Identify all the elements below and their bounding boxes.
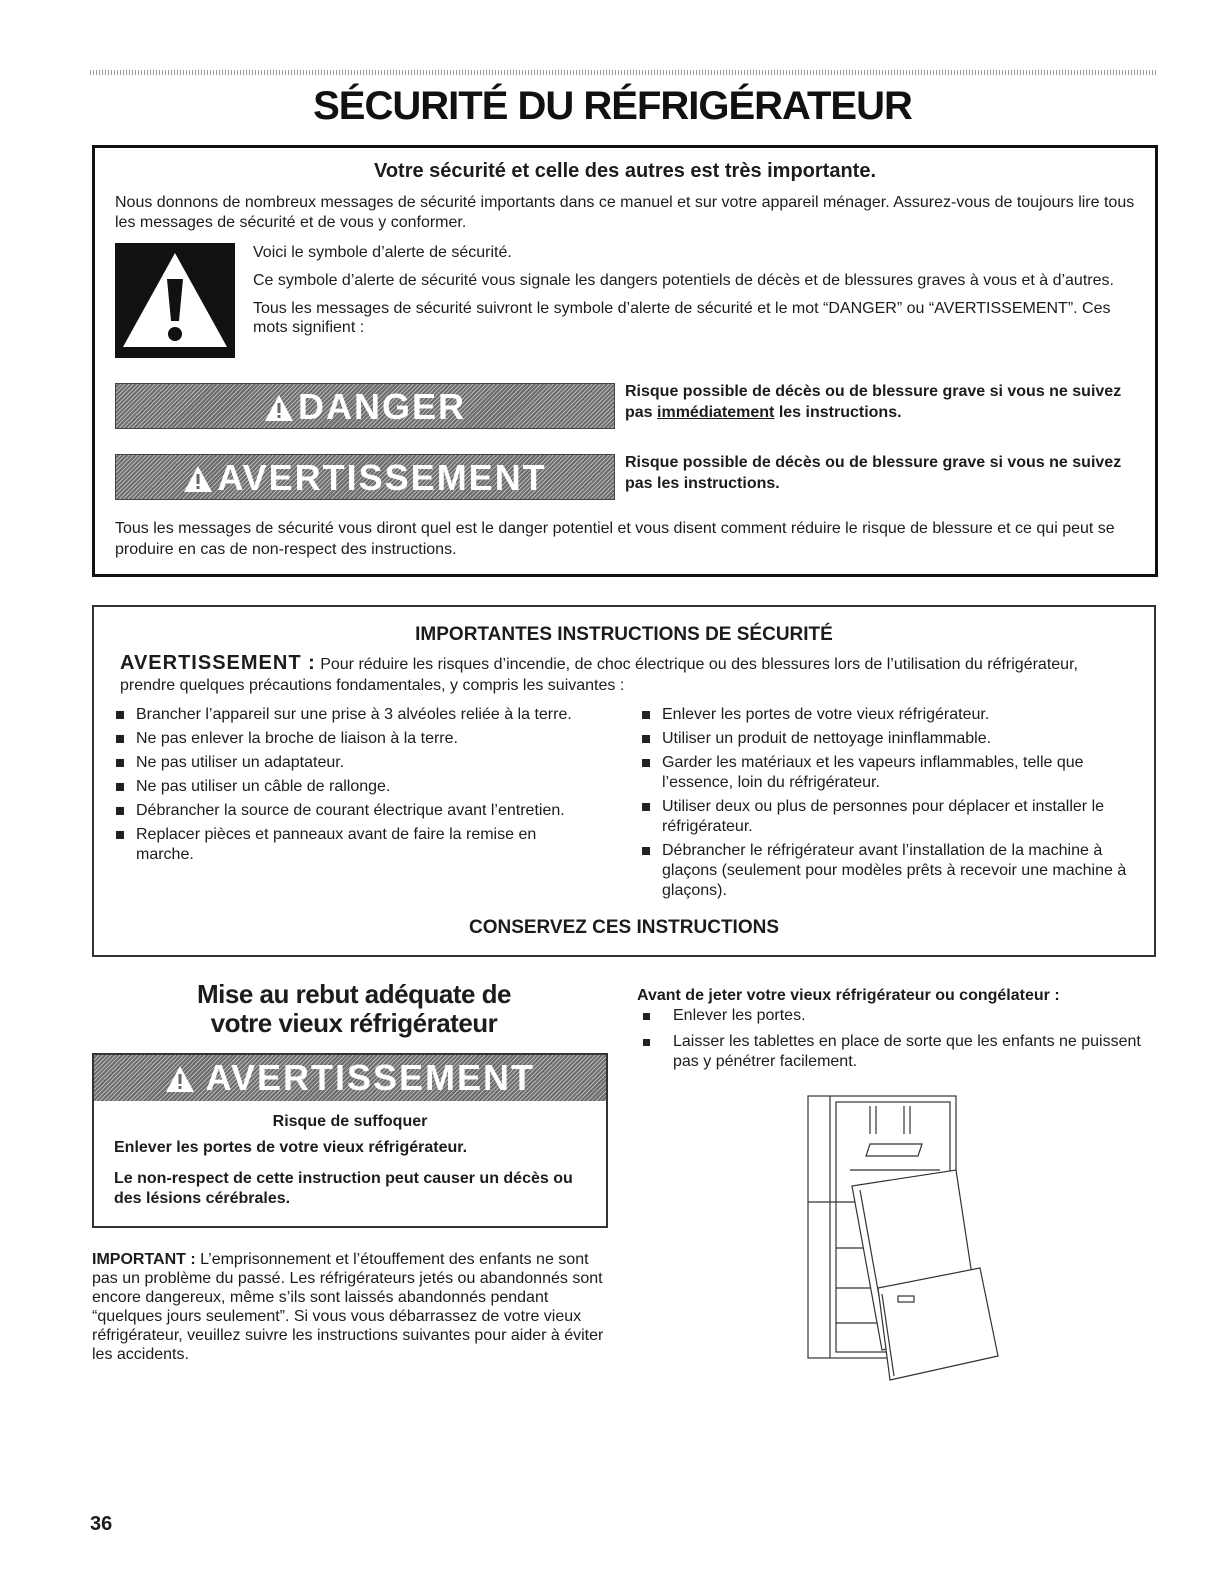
square-bullet-icon [116, 711, 124, 719]
danger-signal-word [115, 383, 615, 429]
danger-desc-end: les instructions. [774, 404, 902, 421]
square-bullet-icon [643, 1039, 650, 1046]
risk-heading: Risque de suffoquer [272, 1113, 428, 1130]
warning-triangle-icon [165, 1057, 206, 1098]
warning-signal-word [94, 1055, 606, 1101]
list-item: Utiliser un produit de nettoyage ininflammable. [642, 729, 1142, 749]
list-item: Replacer pièces et panneaux avant de faire la remise en marche. [116, 825, 586, 865]
warning-consequence: Le non-respect de cette instruction peut causer un décès ou des lésions cérébrales. [114, 1170, 573, 1207]
page-number: 36 [90, 1513, 113, 1535]
warning-label: AVERTISSEMENT [217, 457, 547, 498]
warning-triangle-icon [183, 455, 213, 501]
warning-description: Risque possible de décès ou de blessure grave si vous ne suivez pas les instructions. [625, 454, 1122, 492]
square-bullet-icon [116, 759, 124, 767]
danger-description [625, 381, 1145, 423]
symbol-line-1: Voici le symbole d’alerte de sécurité. [253, 244, 512, 261]
warning-instruction: Enlever les portes de votre vieux réfrigérateur. [114, 1139, 468, 1156]
disposal-title-line-2: votre vieux réfrigérateur [210, 1008, 498, 1038]
square-bullet-icon [116, 735, 124, 743]
safety-message-box [92, 145, 1158, 577]
instructions-left-list [116, 705, 586, 869]
square-bullet-icon [116, 783, 124, 791]
symbol-explanation [253, 243, 1133, 346]
warning-text: Pour réduire les risques d’incendie, de choc électrique ou des blessures lors de l’utilisation du réfrigérateur, prendre quelques précautions fondamentales, y compris les suivantes : [120, 656, 1078, 694]
suffocation-warning-box [92, 1053, 608, 1228]
list-item: Ne pas utiliser un adaptateur. [116, 753, 586, 773]
square-bullet-icon [642, 803, 650, 811]
warning-triangle-icon [264, 384, 294, 430]
before-disposal-list [643, 1006, 1148, 1078]
square-bullet-icon [643, 1013, 650, 1020]
page-title: SÉCURITÉ DU RÉFRIGÉRATEUR [313, 84, 912, 128]
list-item: Brancher l’appareil sur une prise à 3 alvéoles reliée à la terre. [116, 705, 586, 725]
list-item: Utiliser deux ou plus de personnes pour déplacer et installer le réfrigérateur. [642, 797, 1142, 837]
important-instructions-box [92, 605, 1156, 957]
list-item: Enlever les portes. [643, 1006, 1148, 1026]
safety-outro: Tous les messages de sécurité vous diront quel est le danger potentiel et vous disent comment réduire le risque de blessure et ce qui peut se produire en cas de non-respect des instructions. [115, 520, 1115, 558]
symbol-line-2: Ce symbole d’alerte de sécurité vous signale les dangers potentiels de décès et de blessures graves à vous et à d’autres. [253, 272, 1114, 289]
list-item: Débrancher le réfrigérateur avant l’installation de la machine à glaçons (seulement pour modèles prêts à recevoir une machine à glaçons). [642, 841, 1142, 901]
danger-desc-start: Risque possible de décès ou de blessure grave si vous ne suivez pas [625, 383, 1122, 421]
warning-word: AVERTISSEMENT : [120, 652, 316, 674]
square-bullet-icon [642, 759, 650, 767]
square-bullet-icon [116, 831, 124, 839]
disposal-title [100, 980, 608, 1038]
square-bullet-icon [642, 711, 650, 719]
symbol-line-3: Tous les messages de sécurité suivront le symbole d’alerte de sécurité et le mot “DANGER” ou “AVERTISSEMENT”. Ces mots signifient : [253, 300, 1111, 336]
warning-triangle-icon [115, 243, 235, 358]
instructions-title: IMPORTANTES INSTRUCTIONS DE SÉCURITÉ [415, 624, 833, 645]
square-bullet-icon [116, 807, 124, 815]
danger-desc-emphasis: immédiatement [657, 404, 775, 421]
important-paragraph [92, 1250, 608, 1364]
list-item: Débrancher la source de courant électrique avant l’entretien. [116, 801, 586, 821]
list-item: Laisser les tablettes en place de sorte que les enfants ne puissent pas y pénétrer facilement. [643, 1032, 1148, 1072]
safety-intro: Nous donnons de nombreux messages de sécurité importants dans ce manuel et sur votre appareil ménager. Assurez-vous de toujours lire tous les messages de sécurité et de vous y conformer. [115, 194, 1135, 231]
disposal-title-line-1: Mise au rebut adéquate de [196, 979, 512, 1009]
list-item: Enlever les portes de votre vieux réfrigérateur. [642, 705, 1142, 725]
square-bullet-icon [642, 847, 650, 855]
list-item: Garder les matériaux et les vapeurs inflammables, telle que l’essence, loin du réfrigérateur. [642, 753, 1142, 793]
list-item: Ne pas utiliser un câble de rallonge. [116, 777, 586, 797]
square-bullet-icon [642, 735, 650, 743]
keep-instructions: CONSERVEZ CES INSTRUCTIONS [468, 917, 780, 938]
refrigerator-doors-removed-illustration [790, 1088, 1010, 1388]
warning-label: AVERTISSEMENT [205, 1057, 536, 1098]
important-text: L’emprisonnement et l’étouffement des enfants ne sont pas un problème du passé. Les réfrigérateurs jetés ou abandonnés sont encore dangereux, même s’ils sont laissés abandonnés pendant “quelques jours seulement”. Si vous vous débarrassez de votre vieux réfrigérateur, veuillez suivre les instructions suivantes pour aider à éviter les accidents. [92, 1251, 604, 1363]
important-label: IMPORTANT : [92, 1251, 196, 1268]
top-rule [90, 70, 1158, 75]
before-disposal-title: Avant de jeter votre vieux réfrigérateur ou congélateur : [637, 987, 1060, 1004]
instructions-warning [120, 653, 1130, 696]
warning-signal-word [115, 454, 615, 500]
danger-label: DANGER [297, 386, 466, 427]
safety-subtitle: Votre sécurité et celle des autres est très importante. [373, 160, 877, 182]
list-item: Ne pas enlever la broche de liaison à la terre. [116, 729, 586, 749]
instructions-right-list [642, 705, 1142, 905]
